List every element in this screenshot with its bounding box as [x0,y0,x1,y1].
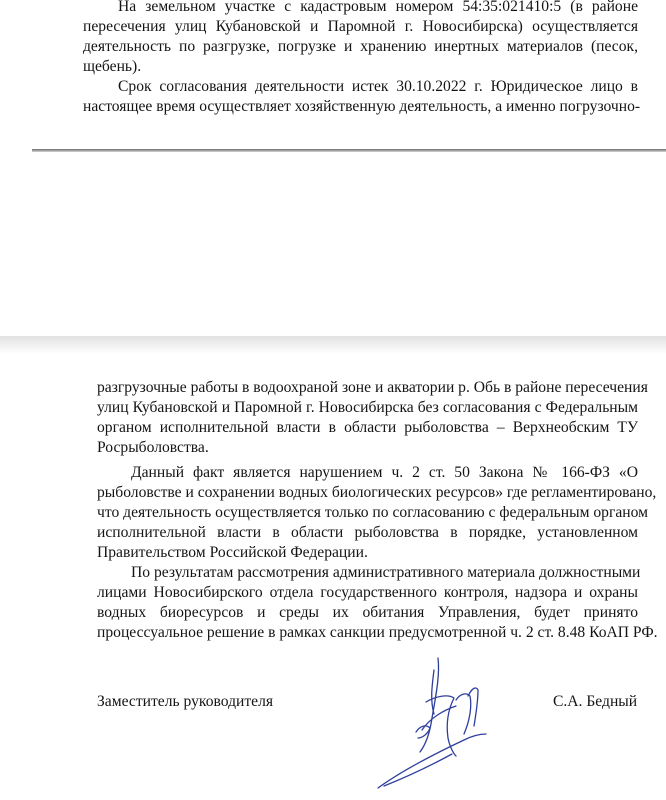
paragraph-line: деятельность по разгрузке, погрузке и хранению инертных материалов (песок, [83,38,638,55]
paragraph-line: настоящее время осуществляет хозяйственную деятельность, а именно погрузочно- [83,98,641,115]
paragraph-line: процессуальное решение в рамках санкции предусмотренной ч. 2 ст. 8.48 КоАП РФ. [97,624,658,641]
paragraph-line: что деятельность осуществляется только по согласованию с федеральным органом [97,504,648,521]
paragraph-line: Данный факт является нарушением ч. 2 ст. 50 Закона № 166-ФЗ «О [131,464,638,481]
top-page-sheet [0,0,666,152]
paragraph-line: разгрузочные работы в водоохраной зоне и акватории р. Обь в районе пересечения [97,379,648,396]
paragraph-line: рыболовстве и сохранении водных биологических ресурсов» где регламентировано, [97,484,657,501]
paragraph-line: щебень). [83,58,142,75]
paragraph-line: органом исполнительной власти в области рыболовства – Верхнеобским ТУ [97,419,638,436]
page-gap [0,152,666,340]
paragraph-line: Росрыболовства. [97,439,209,456]
paragraph-line: Правительством Российской Федерации. [97,544,368,561]
signer-position: Заместитель руководителя [97,693,274,710]
paragraph-line: исполнительной власти в области рыболовства в порядке, установленном [97,524,638,541]
paragraph-line: Срок согласования деятельности истек 30.10.2022 г. Юридическое лицо в [118,78,638,95]
paragraph-line: По результатам рассмотрения административного материала должностными [131,564,641,581]
paragraph-line: лицами Новосибирского отдела государственного контроля, надзора и охраны [97,584,638,601]
bottom-page-edge [0,336,666,354]
handwritten-signature-icon [360,640,520,800]
paragraph-line: водных биоресурсов и среды их обитания Управления, будет принято [97,604,638,621]
paragraph-line: На земельном участке с кадастровым номером 54:35:021410:5 (в районе [118,0,638,15]
signer-name: С.А. Бедный [553,693,638,710]
paragraph-line: пересечения улиц Кубановской и Паромной г. Новосибирска) осуществляется [83,18,638,35]
paragraph-line: улиц Кубановской и Паромной г. Новосибирска без согласования с Федеральным [97,399,638,416]
